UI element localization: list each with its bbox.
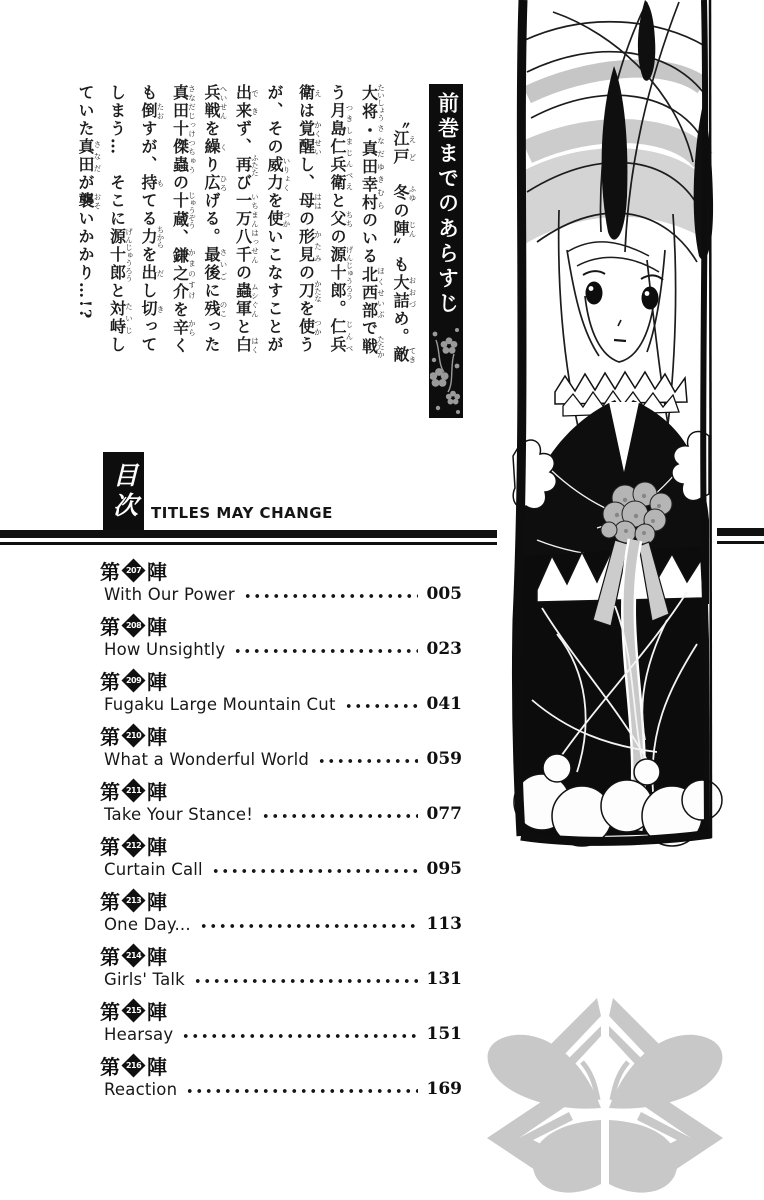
chapter-entry [100,723,462,769]
chapter-label [100,943,462,967]
chapter-entry [100,943,462,989]
chapter-entry [100,833,462,879]
synopsis-line: が、その威力いりょくを使つかいこなすことが [265,84,291,354]
chapter-number: 211 [125,785,142,795]
chapter-page-number: 151 [426,1024,462,1044]
chapter-row [100,694,462,714]
chapter-title: Girls' Talk [104,970,185,989]
chapter-row [100,584,462,604]
synopsis-line: 〝江戸えど 冬ふゆの陣じん〟も大詰おおづめ。敵てき [391,84,417,364]
chapter-row [100,804,462,824]
dot-leader [181,1030,418,1042]
chapter-title: What a Wonderful World [104,750,310,769]
chapter-label [100,998,462,1022]
chapter-row [100,1024,462,1044]
contents-logo-text: 目次 [109,461,139,522]
synopsis-line: ていた真田さなだが襲おそいかかり…!? [76,84,102,321]
chapter-number-diamond [121,723,145,747]
chapter-row [100,969,462,989]
plum-blossom-ornament-icon [430,320,462,416]
chapter-label [100,1053,462,1077]
synopsis-header-title: 前巻までのあらすじ [435,92,461,317]
chapter-page-number: 169 [426,1079,462,1099]
dot-leader [317,755,418,767]
chapter-label [100,833,462,857]
chapter-number-diamond [121,943,145,967]
chapter-label-suffix: 陣 [147,614,167,639]
chapter-list [100,558,462,1108]
chapter-row [100,749,462,769]
chapter-label-suffix: 陣 [147,1054,167,1079]
chapter-number-diamond [121,998,145,1022]
chapter-number: 209 [125,675,142,685]
chapter-number-diamond [121,833,145,857]
chapter-number-diamond [121,888,145,912]
chapter-number-diamond [121,558,145,582]
chapter-label-suffix: 陣 [147,944,167,969]
chapter-label-prefix: 第 [100,944,120,969]
dot-leader [211,865,418,877]
synopsis-line: 真田十傑蟲さなだじっけつちゅうの十蔵じゅうぞう、鎌之介かまのすけを辛からく [170,84,197,355]
dot-leader [261,810,418,822]
synopsis-line: も倒たおすが、持もてる力ちからを出だし切きって [139,84,165,354]
chapter-label-suffix: 陣 [147,834,167,859]
chapter-label-prefix: 第 [100,999,120,1024]
chapter-title: Fugaku Large Mountain Cut [104,695,336,714]
synopsis-header-strip [429,84,463,418]
chapter-number-diamond [121,668,145,692]
chapter-number-diamond [121,1053,145,1077]
synopsis-line: しまう… そこに源十郎げんじゅうろうと対峙たいじし [107,84,134,354]
chapter-page-number: 005 [426,584,462,604]
chapter-title: How Unsightly [104,640,226,659]
chapter-title: Take Your Stance! [104,805,254,824]
chapter-entry [100,778,462,824]
chapter-label-suffix: 陣 [147,724,167,749]
chapter-number: 210 [125,730,142,740]
chapter-title: Reaction [104,1080,178,1099]
chapter-label-prefix: 第 [100,559,120,584]
chapter-label-prefix: 第 [100,614,120,639]
chapter-number: 214 [125,950,142,960]
chapter-number-diamond [121,613,145,637]
chapter-label-suffix: 陣 [147,779,167,804]
chapter-label-suffix: 陣 [147,669,167,694]
chapter-label-suffix: 陣 [147,889,167,914]
dot-leader [243,590,418,602]
chapter-label-prefix: 第 [100,724,120,749]
chapter-row [100,859,462,879]
chapter-label-suffix: 陣 [147,559,167,584]
chapter-entry [100,613,462,659]
previous-volume-synopsis [70,84,463,418]
chapter-entry [100,668,462,714]
chapter-label [100,613,462,637]
chapter-label-prefix: 第 [100,889,120,914]
chapter-label-prefix: 第 [100,779,120,804]
chapter-title: Hearsay [104,1025,174,1044]
chapter-page-number: 113 [426,914,462,934]
chapter-number-diamond [121,778,145,802]
chapter-number: 215 [125,1005,142,1015]
synopsis-line: 出来できず、再ふたたび一万八千いちまんはっせんの蟲軍ムシぐんと白はく [233,84,260,354]
chapter-entry [100,888,462,934]
chapter-page-number: 077 [426,804,462,824]
chapter-title: Curtain Call [104,860,203,879]
chapter-label-prefix: 第 [100,1054,120,1079]
chapter-page-number: 095 [426,859,462,879]
synopsis-line: 兵戦へいせんを繰くり広ひろげる。最後さいごに残のこった [202,84,228,354]
chapter-label [100,668,462,692]
chapter-label-prefix: 第 [100,834,120,859]
synopsis-line: う月島仁兵衛つきしまじんべえと父ちちの源十郎げんじゅうろう。仁兵じんべ [328,84,354,354]
chapter-row [100,914,462,934]
chapter-page-number: 059 [426,749,462,769]
chapter-title: With Our Power [104,585,235,604]
titles-may-change-note: TITLES MAY CHANGE [151,504,333,522]
chapter-entry [100,998,462,1044]
chapter-number: 213 [125,895,142,905]
synopsis-line: 大将たいしょう・真田幸村さなだゆきむらのいる北西部ほくせいぶで戦たたか [359,84,386,358]
chapter-entry [100,1053,462,1099]
butterfly-crest-icon [455,988,755,1200]
synopsis-line: 衛えは覚醒かくせいし、母ははの形見かたみの刀かたなを使つかう [296,84,323,354]
chapter-row [100,1079,462,1099]
divider-thick-left [0,530,497,538]
contents-logo [103,452,144,531]
chapter-label-prefix: 第 [100,669,120,694]
divider-thin-left [0,542,497,545]
chapter-label [100,778,462,802]
dot-leader [344,700,418,712]
chapter-page-number: 023 [426,639,462,659]
chapter-number: 212 [125,840,142,850]
chapter-row [100,639,462,659]
chapter-number: 207 [125,565,142,575]
chapter-number: 216 [125,1060,142,1070]
chapter-entry [100,558,462,604]
chapter-label [100,888,462,912]
chapter-page-number: 041 [426,694,462,714]
dot-leader [193,975,418,987]
chapter-title: One Day... [104,915,191,934]
manga-portrait-panel [497,0,764,852]
dot-leader [233,645,418,657]
chapter-page-number: 131 [426,969,462,989]
chapter-label [100,558,462,582]
chapter-number: 208 [125,620,142,630]
dot-leader [199,920,418,932]
chapter-label [100,723,462,747]
dot-leader [185,1085,418,1097]
chapter-label-suffix: 陣 [147,999,167,1024]
